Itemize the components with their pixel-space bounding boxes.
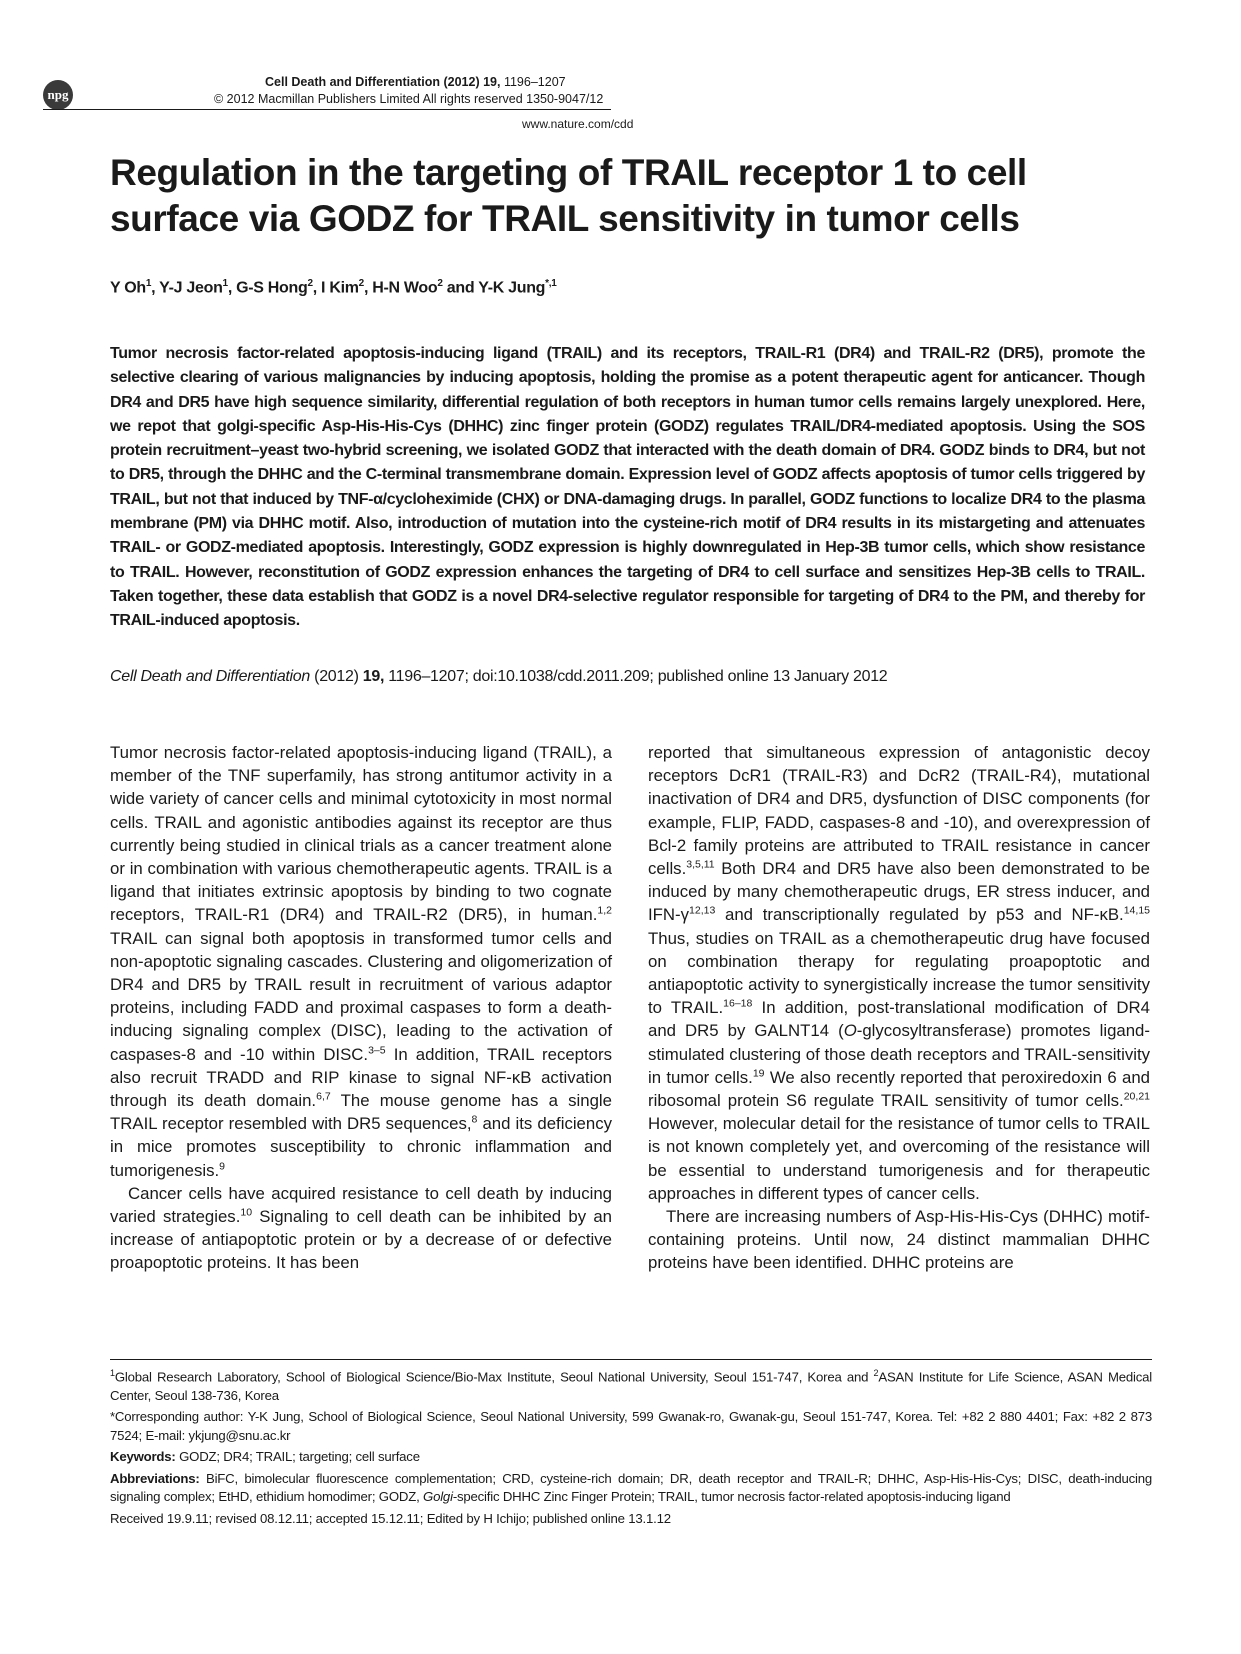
reference-superscript[interactable]: 8: [471, 1113, 478, 1126]
citation-year: (2012): [310, 668, 363, 685]
footnote-divider: [110, 1359, 1152, 1360]
body-paragraph: Tumor necrosis factor-related apoptosis-inducing ligand (TRAIL), a member of the TNF superfamily, has strong antitumor activity in a wide variety of cancer cells and minimal cytotoxicity in most normal cells. TRAIL and agonistic antibodies against its receptor are thus currently being studied in clinical trials as a cancer treatment alone or in combination with various chemotherapeutic agents. TRAIL is a ligand that initiates extrinsic apoptosis by binding to two cognate receptors, TRAIL-R1 (DR4) and TRAIL-R2 (DR5), in human.$^{1,2}$ TRAIL can signal both apoptosis in transformed tumor cells and non-apoptotic signaling cascades. Clustering and oligomerization of DR4 and DR5 by TRAIL result in recruitment of various adaptor proteins, including FADD and proximal caspases to form a death-inducing signaling complex (DISC), leading to the activation of caspases-8 and -10 within DISC.$^{3-5}$ In addition, TRAIL receptors also recruit TRADD and RIP kinase to signal NF-κB activation through its death domain.$^{6,7}$ The mouse genome has a single TRAIL receptor resembled with DR5 sequences,$^8$ and its deficiency in mice promotes susceptibility to chronic inflammation and tumorigenesis.$^9$: [110, 743, 613, 1180]
publisher-logo: npg: [43, 80, 73, 110]
citation-journal: Cell Death and Differentiation: [110, 668, 311, 685]
citation-line: [110, 668, 887, 686]
body-paragraph: There are increasing numbers of Asp-His-His-Cys (DHHC) motif-containing proteins. Until now, 24 distinct mammalian DHHC proteins have been identified. DHHC proteins are: [648, 1207, 1150, 1273]
reference-superscript[interactable]: 10: [240, 1206, 253, 1219]
abbreviations: [110, 1470, 1152, 1507]
body-paragraph: Cancer cells have acquired resistance to cell death by inducing varied strategies.$^{10}$ Signaling to cell death can be inhibited by an increase of antiapoptotic protein or by a decrease of or defective proapoptotic proteins. It has been: [110, 1183, 612, 1273]
author-affiliation: 1: [145, 278, 152, 289]
reference-superscript[interactable]: 6,7: [316, 1090, 331, 1103]
reference-superscript[interactable]: 1,2: [597, 904, 612, 917]
keywords: [110, 1448, 1152, 1467]
keywords-value: GODZ; DR4; TRAIL; targeting; cell surface: [175, 1449, 420, 1465]
author-name: Y-K Jung: [478, 279, 546, 297]
body-column-right: [648, 741, 1150, 1275]
abbreviations-label: Abbreviations:: [110, 1470, 200, 1486]
copyright-line: © 2012 Macmillan Publishers Limited All rights reserved 1350-9047/12: [214, 92, 604, 106]
reference-superscript[interactable]: 1: [110, 1368, 115, 1378]
reference-superscript[interactable]: 3,5,11: [686, 858, 715, 871]
journal-pages: 1196–1207: [500, 75, 566, 89]
received-dates: Received 19.9.11; revised 08.12.11; accepted 15.12.11; Edited by H Ichijo; published online 13.1.12: [110, 1510, 671, 1526]
italic-text: Golgi: [423, 1489, 453, 1505]
article-title: Regulation in the targeting of TRAIL receptor 1 to cell surface via GODZ for TRAIL sensitivity in tumor cells: [110, 152, 1027, 239]
author-name: G-S Hong: [236, 279, 308, 297]
reference-superscript[interactable]: 2: [873, 1368, 879, 1378]
corresponding-author: *Corresponding author: Y-K Jung, School of Biological Science, Seoul National University, 599 Gwanak-ro, Gwanak-gu, Seoul 151-747, Korea. Tel: +82 2 880 4401; Fax: +82 2 873 7524; E-mail: ykjung@snu.ac.kr: [110, 1409, 1152, 1443]
author-affiliation: 2: [307, 278, 313, 289]
reference-superscript[interactable]: 14,15: [1123, 904, 1150, 917]
reference-superscript[interactable]: 12,13: [689, 904, 716, 917]
author-list: Y Oh$^1$, Y-J Jeon$^1$, G-S Hong$^2$, I Kim$^2$, H-N Woo$^2$ and Y-K Jung$^{*,1}$: [110, 278, 557, 297]
keywords-label: Keywords:: [110, 1449, 176, 1465]
body-paragraph: reported that simultaneous expression of antagonistic decoy receptors DcR1 (TRAIL-R3) and DcR2 (TRAIL-R4), mutational inactivation of DR4 and DR5, dysfunction of DISC components (for example, FLIP, FADD, caspases-8 and -10), and overexpression of Bcl-2 family proteins are attributed to TRAIL resistance in cancer cells.$^{3,5,11}$ Both DR4 and DR5 have also been demonstrated to be induced by many chemotherapeutic drugs, ER stress inducer, and IFN-$\gamma^{12,13}$ and transcriptionally regulated by p53 and NF-κB.$^{14,15}$ Thus, studies on TRAIL as a chemotherapeutic drug have focused on combination therapy for regulating proapoptotic and antiapoptotic activity to synergistically increase the tumor sensitivity to TRAIL.$^{16-18}$ In addition, post-translational modification of DR4 and DR5 by GALNT14 (O-glycosyltransferase) promotes ligand-stimulated clustering of those death receptors and TRAIL-sensitivity in tumor cells.$^{19}$ We also recently reported that peroxiredoxin 6 and ribosomal protein S6 regulate TRAIL sensitivity of tumor cells.$^{20,21}$ However, molecular detail for the resistance of tumor cells to TRAIL is not known completely yet, and overcoming of the resistance will be essential to understand tumorigenesis and for therapeutic approaches in different types of cancer cells.: [648, 743, 1150, 1203]
header-divider: [43, 109, 611, 110]
affiliations: $^1$Global Research Laboratory, School of Biological Science/Bio-Max Institute, Seoul National University, Seoul 151-747, Korea and $^2$ASAN Institute for Life Science, ASAN Medical Center, Seoul 138-736, Korea: [110, 1368, 1153, 1403]
footnotes: [110, 1364, 1152, 1531]
italic-text: O: [843, 1021, 857, 1041]
journal-url-link[interactable]: www.nature.com/cdd: [522, 117, 634, 131]
author-name: I Kim: [321, 279, 359, 297]
body-column-left: [110, 741, 612, 1275]
journal-name: Cell Death and Differentiation (2012) 19,: [265, 75, 501, 89]
author-affiliation: *,1: [545, 278, 557, 289]
abbreviations-value: BiFC, bimolecular fluorescence complementation; CRD, cysteine-rich domain; DR, death receptor and TRAIL-R; DHHC, Asp-His-His-Cys; DISC, death-inducing signaling complex; EtHD, ethidium homodimer; GODZ, Golgi-specific DHHC Zinc Finger Protein; TRAIL, tumor necrosis factor-related apoptosis-inducing ligand: [110, 1470, 1152, 1505]
reference-superscript[interactable]: 9: [219, 1160, 225, 1173]
reference-superscript[interactable]: 20,21: [1123, 1090, 1150, 1103]
journal-citation-line: [265, 75, 566, 89]
reference-superscript[interactable]: 3–5: [368, 1044, 386, 1057]
citation-volume: 19,: [362, 668, 385, 685]
abstract: Tumor necrosis factor-related apoptosis-inducing ligand (TRAIL) and its receptors, TRAIL-R1 (DR4) and TRAIL-R2 (DR5), promote the selective clearing of various malignancies by inducing apoptosis, holding the promise as a potent therapeutic agent for anticancer. Though DR4 and DR5 have high sequence similarity, differential regulation of both receptors in human tumor cells remains largely unexplored. Here, we repot that golgi-specific Asp-His-His-Cys (DHHC) zinc finger protein (GODZ) regulates TRAIL/DR4-mediated apoptosis. Using the SOS protein recruitment–yeast two-hybrid screening, we isolated GODZ that interacted with the death domain of DR4. GODZ binds to DR4, but not to DR5, through the DHHC and the C-terminal transmembrane domain. Expression level of GODZ affects apoptosis of tumor cells triggered by TRAIL, but not that induced by TNF-α/cycloheximide (CHX) or DNA-damaging drugs. In parallel, GODZ functions to localize DR4 to the plasma membrane (PM) via DHHC motif. Also, introduction of mutation into the cysteine-rich motif of DR4 results in its mistargeting and attenuates TRAIL- or GODZ-mediated apoptosis. Interestingly, GODZ expression is highly downregulated in Hep-3B tumor cells, which show resistance to TRAIL. However, reconstitution of GODZ expression enhances the targeting of DR4 to cell surface and sensitizes Hep-3B cells to TRAIL. Taken together, these data establish that GODZ is a novel DR4-selective regulator responsible for targeting of DR4 to the PM, and thereby for TRAIL-induced apoptosis.: [110, 345, 1145, 630]
author-name: Y Oh: [110, 279, 146, 297]
reference-superscript[interactable]: 19: [752, 1067, 765, 1080]
reference-superscript[interactable]: 16–18: [723, 997, 753, 1010]
author-affiliation: 1: [222, 278, 228, 289]
author-name: Y-J Jeon: [159, 279, 223, 297]
author-name: H-N Woo: [372, 279, 438, 297]
author-affiliation: 2: [437, 278, 443, 289]
author-affiliation: 2: [358, 278, 364, 289]
citation-details: 1196–1207; doi:10.1038/cdd.2011.209; published online 13 January 2012: [384, 668, 888, 685]
